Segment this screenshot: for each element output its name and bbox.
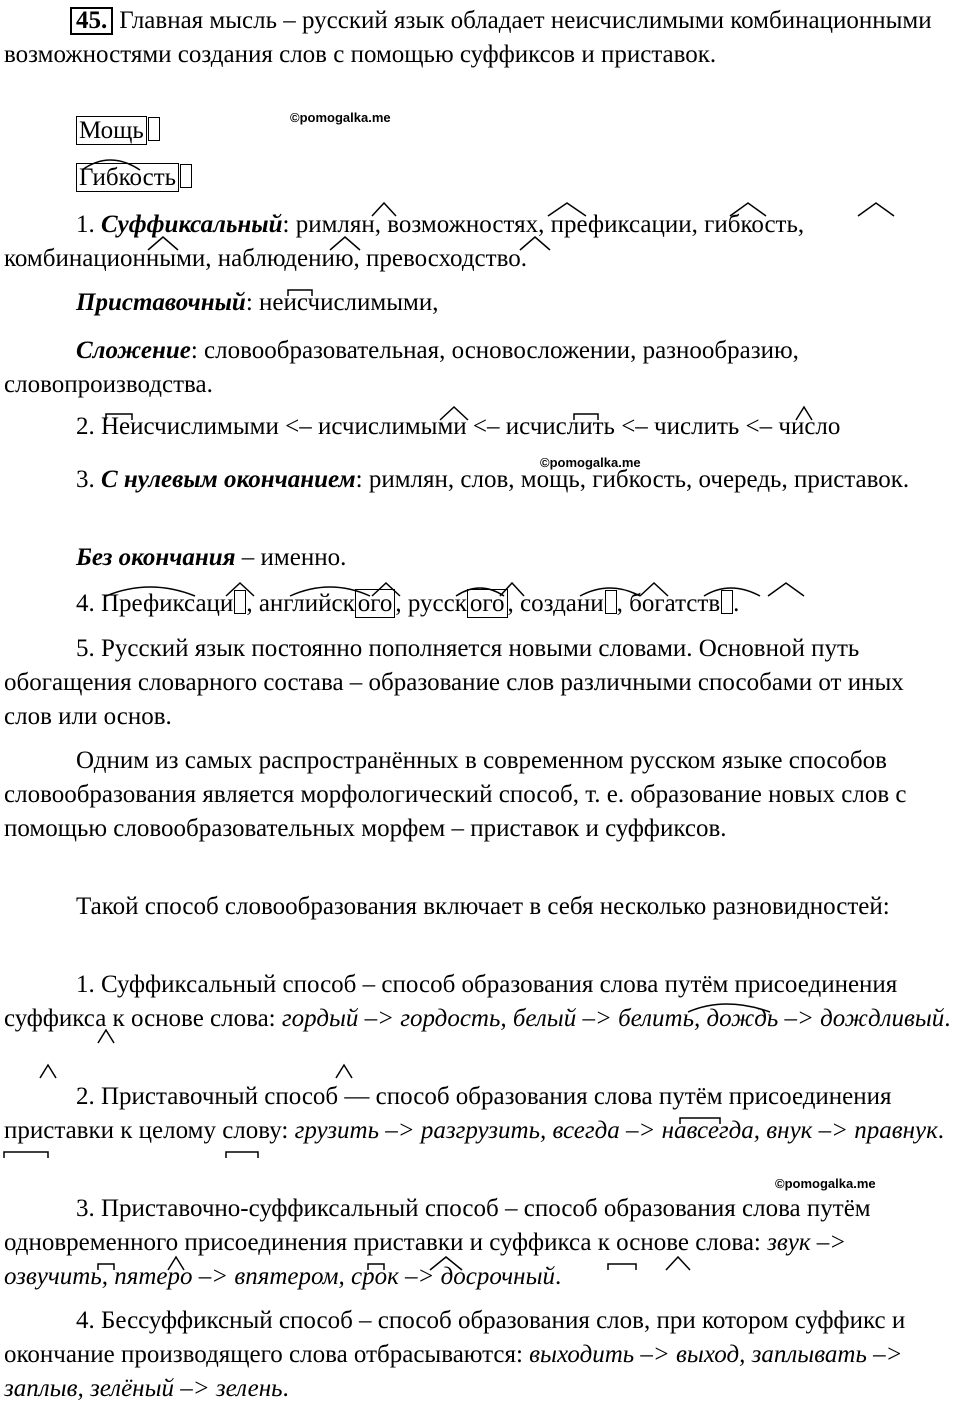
suffix-mark bbox=[796, 407, 812, 420]
watermark: ©pomogalka.me bbox=[775, 1176, 876, 1191]
exercise-number: 45. bbox=[70, 7, 113, 35]
examples: гордый –> гордость, белый –> белить, дождь –> дождливый bbox=[281, 1005, 945, 1032]
prefix-bracket bbox=[226, 1152, 258, 1158]
root-arc bbox=[580, 588, 640, 596]
paragraph-endings: 4. Префиксаци , английск ого , русск ого , создани , богатств . bbox=[76, 590, 740, 617]
prefix-bracket bbox=[574, 414, 598, 420]
examples: звук –> озвучить, пятеро –> впятером, срок –> досрочный bbox=[4, 1229, 847, 1290]
method-suffixal: 1. Суффиксальный способ – способ образования слова путём присоединения суффикса к основе слова: гордый –> гордость, белый –> белить, дождь –> дождливый. bbox=[4, 971, 951, 1032]
prefix-bracket bbox=[288, 290, 312, 296]
examples: грузить –> разгрузить, всегда –> навсегда, внук –> правнук bbox=[294, 1117, 938, 1144]
suffix-mark bbox=[520, 237, 550, 250]
method-prefixal-suffixal: 3. Приставочно-суффиксальный способ – способ образования слова путём одновременного присоединения приставки и суффикса к основе слова: звук –> озвучить, пятеро –> впятером, срок –> досрочный. bbox=[4, 1195, 871, 1290]
term-prefixal: Приставочный bbox=[76, 289, 246, 316]
term-no-ending: Без окончания bbox=[76, 544, 236, 571]
intro-text: Главная мысль – русский язык обладает неисчислимыми комбинационными возможностями создания слов с помощью суффиксов и приставок. bbox=[4, 7, 932, 68]
paragraph-5: 5. Русский язык постоянно пополняется новыми словами. Основной путь обогащения словарного состава – образование слов различными способами от иных слов или основ. bbox=[4, 635, 904, 730]
paragraph-no-ending: Без окончания – именно. bbox=[76, 544, 347, 571]
root-arc bbox=[82, 160, 140, 170]
suffix-mark bbox=[548, 203, 586, 216]
word-russkogo: русск ого , bbox=[407, 590, 514, 617]
prefix-bracket bbox=[680, 1118, 720, 1124]
word-sozdaniya: создани , bbox=[520, 590, 623, 617]
stem-frame: Мощь bbox=[76, 116, 147, 145]
paragraph-suffixal: 1. Суффиксальный: римлян, возможностях, префиксации, гибкость, комбинационными, наблюдению, превосходство. bbox=[4, 211, 805, 272]
suffix-mark bbox=[372, 583, 400, 596]
word-angliyskogo: английск ого , bbox=[258, 590, 402, 617]
watermark: ©pomogalka.me bbox=[290, 110, 391, 125]
ending-box: ого bbox=[467, 589, 508, 618]
stem-frame: Гибкость bbox=[76, 163, 179, 192]
prefix-bracket bbox=[106, 414, 132, 420]
method-prefixal: 2. Приставочный способ — способ образования слова путём присоединения приставки к целому слову: грузить –> разгрузить, всегда –> навсегда, внук –> правнук. bbox=[4, 1083, 945, 1144]
root-arc bbox=[290, 587, 370, 596]
paragraph-prefixal: Приставочный: неисчислимыми, bbox=[76, 289, 439, 316]
prefix-bracket bbox=[4, 1152, 48, 1158]
suffix-mark bbox=[500, 583, 524, 596]
root-arc bbox=[456, 588, 504, 596]
examples: выходить –> выход, заплывать –> заплыв, зелёный –> зелень bbox=[4, 1341, 903, 1402]
word-prefiksatsii: Префиксаци , bbox=[101, 590, 253, 617]
suffix-mark bbox=[372, 203, 396, 216]
root-arc bbox=[688, 1004, 770, 1012]
suffix-mark bbox=[148, 237, 178, 250]
prefix-bracket bbox=[608, 1264, 636, 1270]
ending-box: ого bbox=[355, 589, 396, 618]
paragraph-zero-ending: 3. С нулевым окончанием: римлян, слов, мощь, гибкость, очередь, приставок. bbox=[76, 466, 910, 493]
paragraph-7: Такой способ словообразования включает в себя несколько разновидностей: bbox=[76, 893, 890, 920]
prefix-bracket bbox=[98, 1264, 114, 1270]
suffix-mark bbox=[730, 203, 766, 216]
paragraph-compound: Сложение: словообразовательная, основосложении, разнообразию, словопроизводства. bbox=[4, 337, 799, 398]
suffix-mark bbox=[226, 583, 254, 596]
suffix-mark bbox=[336, 1065, 352, 1078]
paragraph-6: Одним из самых распространённых в современном русском языке способов словообразования является морфологический способ, т. е. образование новых слов с помощью словообразовательных морфем – приставок и суффиксов. bbox=[4, 747, 907, 842]
term-compound: Сложение bbox=[76, 337, 191, 364]
watermark: ©pomogalka.me bbox=[540, 455, 641, 470]
method-non-suffixal: 4. Бессуффиксный способ – способ образования слов, при котором суффикс и окончание производящего слова отбрасываются: выходить –> выход, заплывать –> заплыв, зелёный –> зелень. bbox=[4, 1307, 906, 1402]
suffix-mark bbox=[98, 1030, 114, 1043]
term-suffixal: Суффиксальный bbox=[101, 211, 283, 238]
suffix-mark bbox=[168, 1257, 184, 1270]
suffix-mark bbox=[858, 203, 894, 216]
suffix-mark bbox=[768, 583, 804, 596]
suffix-mark bbox=[640, 583, 668, 596]
root-arc bbox=[106, 587, 195, 596]
suffix-mark bbox=[330, 237, 360, 250]
root-arc bbox=[704, 588, 760, 596]
term-zero-ending: С нулевым окончанием bbox=[101, 466, 356, 493]
paragraph-derivation-chain: 2. Неисчислимыми <– исчислимыми <– исчислить <– числить <– число bbox=[76, 413, 841, 440]
suffix-mark bbox=[440, 407, 468, 420]
prefix-bracket bbox=[368, 1264, 384, 1270]
word-bogatstvu: богатств . bbox=[629, 590, 740, 617]
suffix-mark bbox=[666, 1257, 690, 1270]
suffix-mark bbox=[430, 1257, 462, 1270]
suffix-mark bbox=[40, 1065, 56, 1078]
